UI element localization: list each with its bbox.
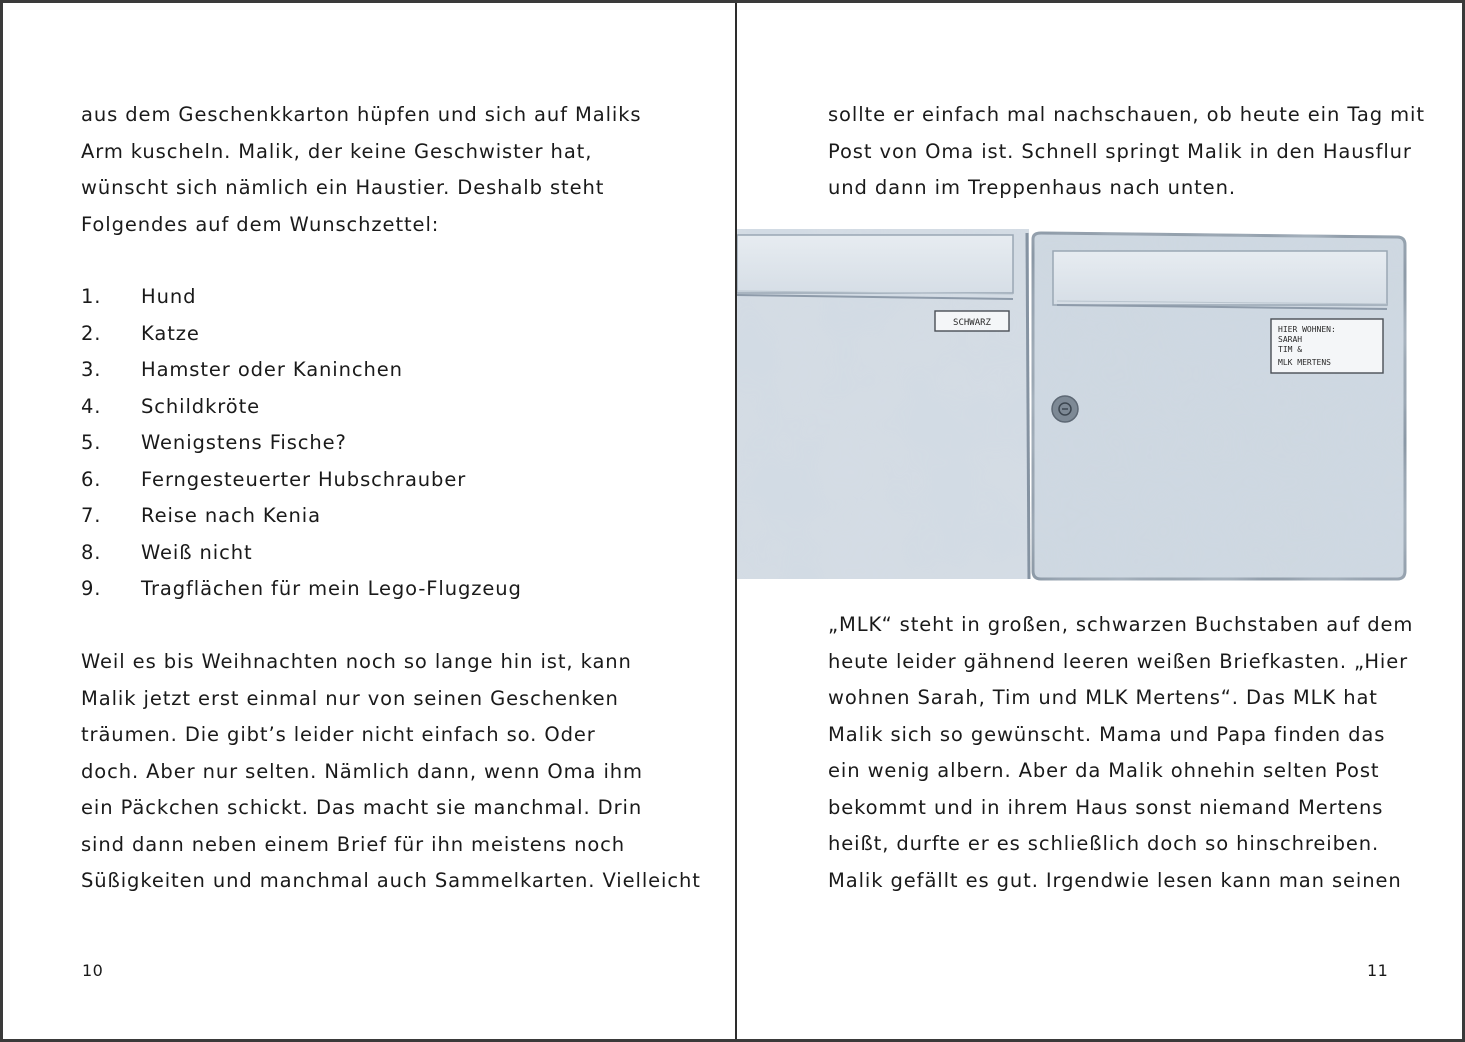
text-line: heißt, durfte er es schließlich doch so hinschreiben. bbox=[828, 832, 1380, 855]
list-number: 9. bbox=[81, 577, 102, 600]
page-number-right: 11 bbox=[1367, 961, 1389, 980]
name-tag-line: HIER WOHNEN: bbox=[1278, 325, 1336, 334]
list-text: Tragflächen für mein Lego-Flugzeug bbox=[141, 577, 522, 600]
page-number-left: 10 bbox=[82, 961, 104, 980]
list-text: Katze bbox=[141, 321, 200, 345]
text-line: Malik gefällt es gut. Irgendwie lesen kann man seinen bbox=[828, 868, 1402, 892]
list-text: Hund bbox=[141, 285, 197, 308]
text-line: Malik jetzt erst einmal nur von seinen Geschenken bbox=[81, 686, 619, 710]
name-tag-text: SCHWARZ bbox=[953, 318, 991, 328]
name-tag-left bbox=[935, 311, 1009, 331]
name-tag-right bbox=[1271, 319, 1383, 373]
list-number: 6. bbox=[81, 467, 102, 491]
right-paragraph-2 bbox=[828, 607, 1413, 899]
name-tag-line: MLK MERTENS bbox=[1278, 358, 1331, 367]
text-line: wünscht sich nämlich ein Haustier. Deshalb steht bbox=[81, 176, 605, 199]
text-line: und dann im Treppenhaus nach unten. bbox=[828, 176, 1236, 199]
lock-icon bbox=[1052, 396, 1078, 422]
text-line: Arm kuscheln. Malik, der keine Geschwister hat, bbox=[81, 139, 593, 163]
right-mailbox bbox=[1033, 233, 1405, 579]
text-line: Weil es bis Weihnachten noch so lange hin ist, kann bbox=[81, 650, 632, 673]
text-line: wohnen Sarah, Tim und MLK Mertens“. Das MLK hat bbox=[828, 686, 1378, 709]
list-text: Schildkröte bbox=[141, 394, 261, 418]
list-text: Wenigstens Fische? bbox=[141, 431, 347, 454]
text-line: träumen. Die gibt’s leider nicht einfach so. Oder bbox=[81, 723, 596, 746]
text-line: ein Päckchen schickt. Das macht sie manchmal. Drin bbox=[81, 796, 643, 819]
text-line: Folgendes auf dem Wunschzettel: bbox=[81, 212, 440, 236]
list-text: Reise nach Kenia bbox=[141, 504, 321, 527]
list-number: 2. bbox=[81, 321, 102, 345]
list-number: 5. bbox=[81, 431, 102, 454]
list-text: Hamster oder Kaninchen bbox=[141, 358, 403, 381]
list-number: 1. bbox=[81, 285, 102, 308]
list-number: 7. bbox=[81, 504, 102, 527]
text-line: sind dann neben einem Brief für ihn meistens noch bbox=[81, 832, 626, 856]
text-line: sollte er einfach mal nachschauen, ob heute ein Tag mit bbox=[828, 103, 1425, 126]
text-line: bekommt und in ihrem Haus sonst niemand Mertens bbox=[828, 795, 1384, 819]
left-page bbox=[3, 3, 734, 1039]
text-line: „MLK“ steht in großen, schwarzen Buchstaben auf dem bbox=[828, 613, 1414, 636]
list-number: 8. bbox=[81, 540, 102, 564]
text-line: doch. Aber nur selten. Nämlich dann, wenn Oma ihm bbox=[81, 759, 643, 783]
list-text: Weiß nicht bbox=[141, 540, 253, 564]
list-number: 4. bbox=[81, 394, 102, 418]
text-line: ein wenig albern. Aber da Malik ohnehin selten Post bbox=[828, 759, 1380, 782]
mailbox-illustration bbox=[737, 225, 1417, 590]
right-page bbox=[737, 3, 1465, 1039]
name-tag-line: SARAH bbox=[1278, 335, 1303, 344]
left-paragraph-2 bbox=[81, 644, 701, 900]
text-line: aus dem Geschenkkarton hüpfen und sich auf Maliks bbox=[81, 103, 642, 126]
text-line: Süßigkeiten und manchmal auch Sammelkarten. Vielleicht bbox=[81, 869, 701, 892]
text-line: Malik sich so gewünscht. Mama und Papa finden das bbox=[828, 722, 1386, 746]
text-line: heute leider gähnend leeren weißen Briefkasten. „Hier bbox=[828, 649, 1409, 673]
text-line: Post von Oma ist. Schnell springt Malik in den Hausflur bbox=[828, 139, 1412, 163]
list-number: 3. bbox=[81, 358, 102, 381]
name-tag-line: TIM & bbox=[1278, 345, 1303, 354]
left-mailbox bbox=[737, 229, 1029, 579]
right-paragraph-1 bbox=[828, 97, 1425, 207]
list-text: Ferngesteuerter Hubschrauber bbox=[141, 467, 467, 491]
left-paragraph-1 bbox=[81, 97, 641, 243]
